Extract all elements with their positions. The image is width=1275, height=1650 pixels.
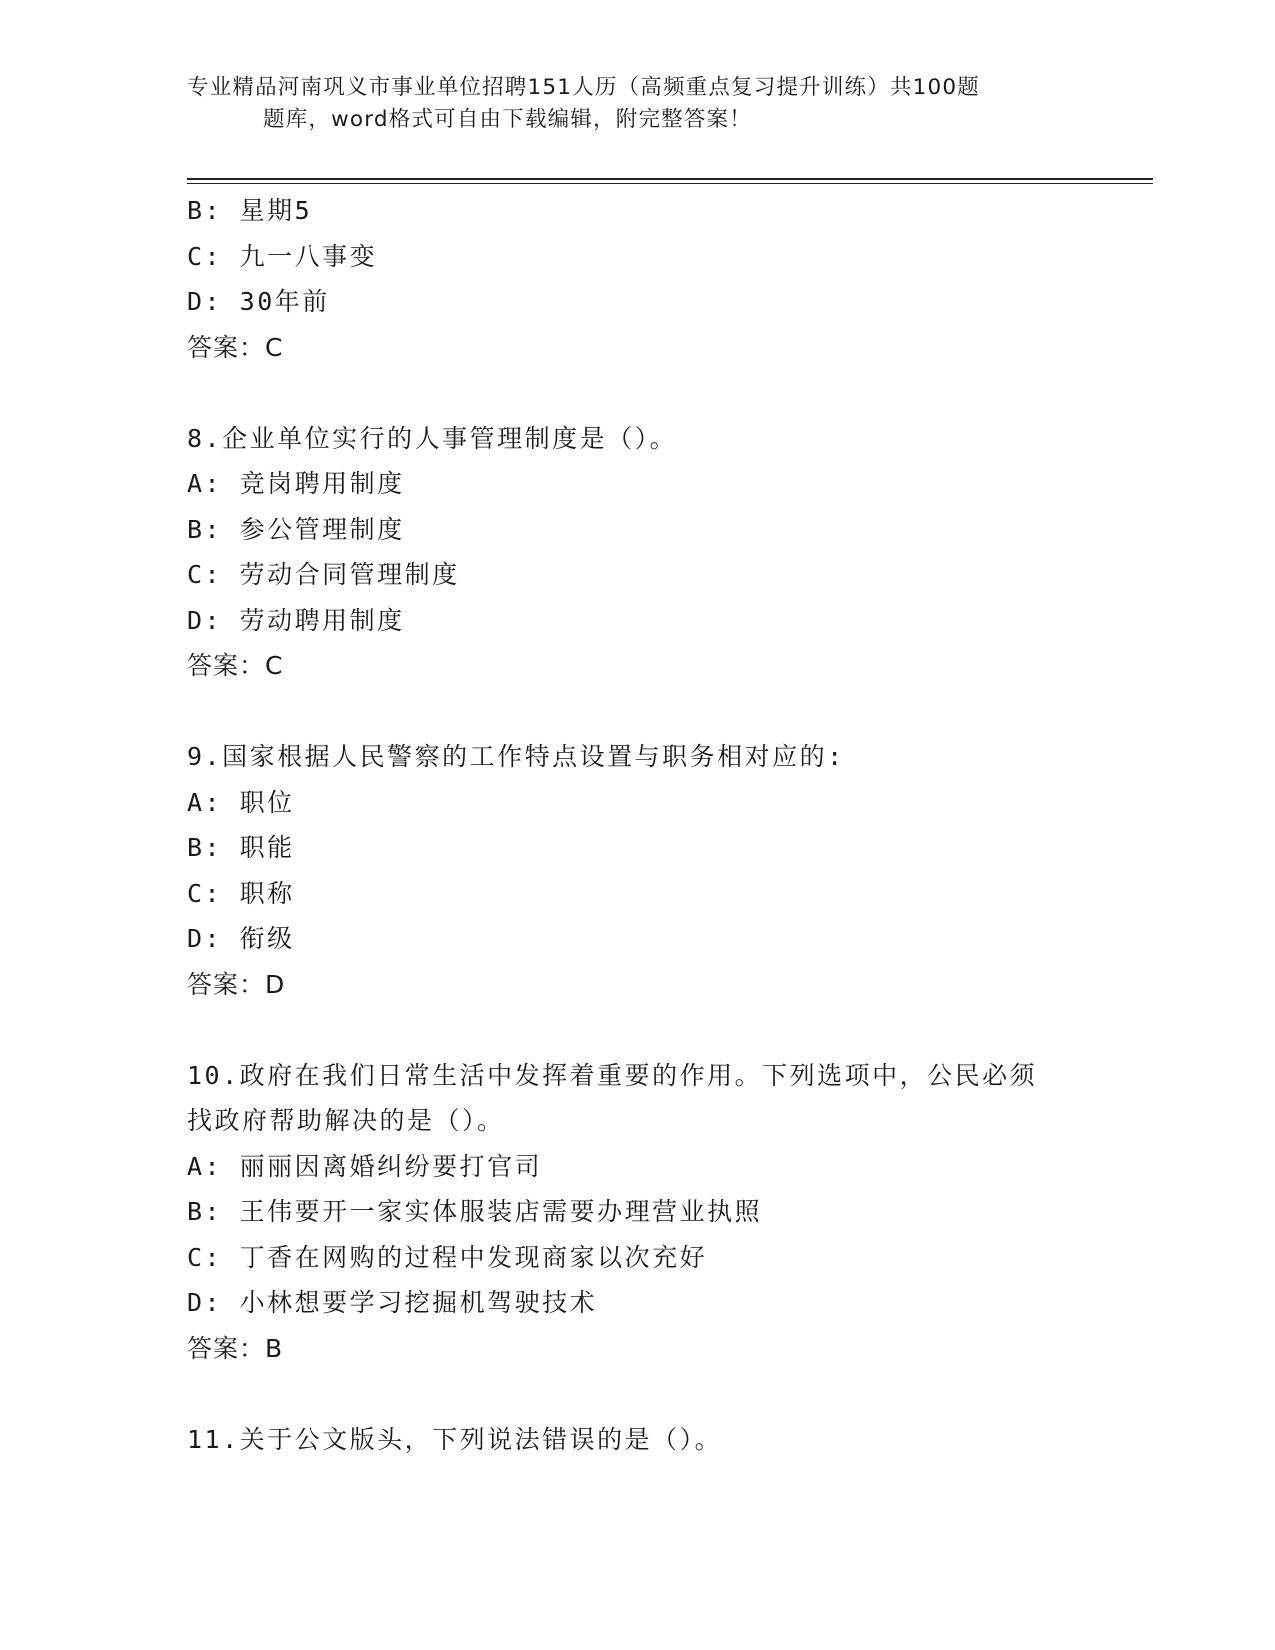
option-b: B: 星期5 [187, 196, 313, 225]
header-title-line2: 题库，word格式可自由下载编辑，附完整答案！ [263, 107, 752, 132]
spacer [187, 1371, 1087, 1417]
option-b: B: 职能 [187, 833, 295, 862]
question-10-block [187, 1053, 1087, 1372]
answer-line: 答案：C [187, 651, 284, 680]
option-d: D: 小林想要学习挖掘机驾驶技术 [187, 1288, 598, 1317]
option-c: C: 丁香在网购的过程中发现商家以次充好 [187, 1242, 708, 1272]
spacer [187, 370, 1087, 416]
option-d: D: 30年前 [187, 287, 330, 316]
question-content [187, 188, 1087, 1462]
header-rule-thin [187, 183, 1153, 184]
page-header [187, 72, 1087, 136]
option-a: A: 职位 [187, 787, 295, 817]
header-title-line1: 专业精品河南巩义市事业单位招聘151人历（高频重点复习提升训练）共100题 [187, 75, 980, 100]
answer-line: 答案：C [187, 332, 284, 362]
prev-question-block [187, 188, 1087, 370]
option-a: A: 竞岗聘用制度 [187, 469, 405, 498]
question-text: 11.关于公文版头，下列说法错误的是（）。 [187, 1424, 723, 1454]
option-c: C: 职称 [187, 878, 295, 908]
option-d: D: 衔级 [187, 924, 295, 953]
option-b: B: 王伟要开一家实体服装店需要办理营业执照 [187, 1197, 763, 1226]
spacer [187, 689, 1087, 735]
header-rule-thick [187, 178, 1153, 180]
option-c: C: 劳动合同管理制度 [187, 560, 460, 589]
option-c: C: 九一八事变 [187, 241, 378, 271]
question-text: 9.国家根据人民警察的工作特点设置与职务相对应的: [187, 742, 845, 771]
option-d: D: 劳动聘用制度 [187, 605, 405, 635]
question-text-continued: 找政府帮助解决的是（）。 [187, 1106, 505, 1135]
question-text: 10.政府在我们日常生活中发挥着重要的作用。下列选项中，公民必须 [187, 1060, 1038, 1090]
question-11-block [187, 1417, 1087, 1463]
option-b: B: 参公管理制度 [187, 514, 405, 544]
answer-line: 答案：D [187, 969, 286, 999]
question-8-block [187, 416, 1087, 689]
question-text: 8.企业单位实行的人事管理制度是（）。 [187, 423, 678, 453]
answer-line: 答案：B [187, 1333, 284, 1363]
question-9-block [187, 734, 1087, 1007]
option-a: A: 丽丽因离婚纠纷要打官司 [187, 1151, 543, 1181]
spacer [187, 1007, 1087, 1053]
